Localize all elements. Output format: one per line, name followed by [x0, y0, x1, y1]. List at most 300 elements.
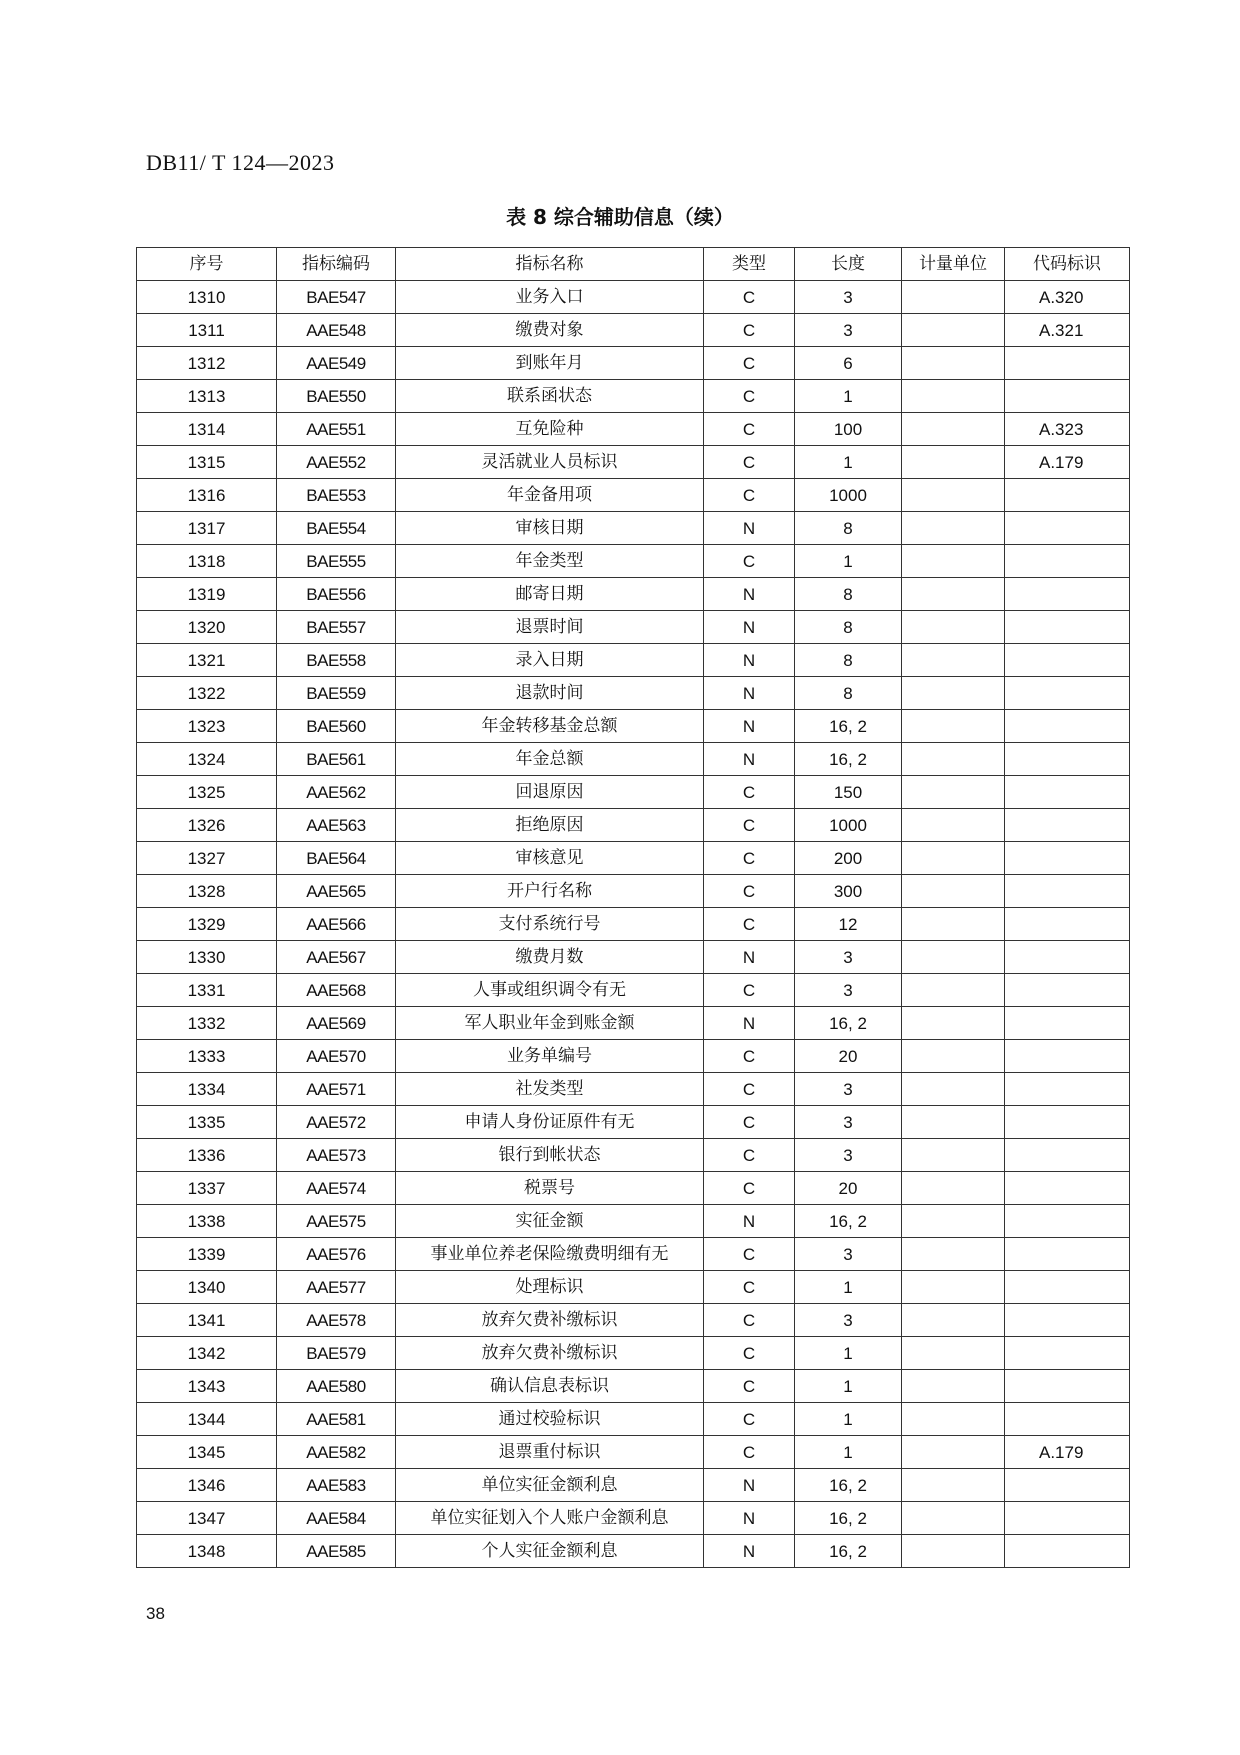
type-cell: C [704, 1238, 795, 1271]
indicator-code-cell: AAE572 [277, 1106, 396, 1139]
type-cell: C [704, 1271, 795, 1304]
type-cell: N [704, 1007, 795, 1040]
code-tag-cell [1005, 644, 1130, 677]
row-number-cell: 1330 [137, 941, 277, 974]
code-tag-cell: A.323 [1005, 413, 1130, 446]
table-row [137, 1337, 1130, 1370]
code-tag-cell [1005, 809, 1130, 842]
indicator-name-cell: 退票重付标识 [396, 1436, 704, 1469]
indicator-name-cell: 审核日期 [396, 512, 704, 545]
code-tag-cell [1005, 1403, 1130, 1436]
column-header: 类型 [704, 248, 795, 281]
unit-cell [902, 479, 1005, 512]
length-cell: 8 [795, 644, 902, 677]
length-cell: 3 [795, 1304, 902, 1337]
table-row [137, 1172, 1130, 1205]
length-cell: 3 [795, 941, 902, 974]
table-row [137, 347, 1130, 380]
indicator-code-cell: BAE555 [277, 545, 396, 578]
length-cell: 1 [795, 1337, 902, 1370]
indicator-name-cell: 回退原因 [396, 776, 704, 809]
indicator-code-cell: AAE549 [277, 347, 396, 380]
type-cell: N [704, 611, 795, 644]
indicator-name-cell: 审核意见 [396, 842, 704, 875]
row-number-cell: 1340 [137, 1271, 277, 1304]
type-cell: N [704, 1469, 795, 1502]
code-tag-cell [1005, 1304, 1130, 1337]
table-row [137, 380, 1130, 413]
indicator-code-cell: BAE559 [277, 677, 396, 710]
row-number-cell: 1339 [137, 1238, 277, 1271]
unit-cell [902, 1502, 1005, 1535]
table-row [137, 1436, 1130, 1469]
code-tag-cell [1005, 1172, 1130, 1205]
indicator-name-cell: 灵活就业人员标识 [396, 446, 704, 479]
indicator-name-cell: 银行到帐状态 [396, 1139, 704, 1172]
code-tag-cell [1005, 1139, 1130, 1172]
table-row [137, 1139, 1130, 1172]
table-row [137, 1238, 1130, 1271]
indicator-name-cell: 年金总额 [396, 743, 704, 776]
type-cell: C [704, 1040, 795, 1073]
table-header-row [137, 248, 1130, 281]
length-cell: 3 [795, 1238, 902, 1271]
code-tag-cell [1005, 974, 1130, 1007]
row-number-cell: 1324 [137, 743, 277, 776]
row-number-cell: 1326 [137, 809, 277, 842]
row-number-cell: 1312 [137, 347, 277, 380]
indicator-code-cell: BAE553 [277, 479, 396, 512]
unit-cell [902, 908, 1005, 941]
indicator-name-cell: 业务入口 [396, 281, 704, 314]
indicator-code-cell: BAE556 [277, 578, 396, 611]
table-row [137, 644, 1130, 677]
table-row [137, 1007, 1130, 1040]
row-number-cell: 1342 [137, 1337, 277, 1370]
length-cell: 16, 2 [795, 1502, 902, 1535]
unit-cell [902, 611, 1005, 644]
unit-cell [902, 1469, 1005, 1502]
table-row [137, 809, 1130, 842]
code-tag-cell [1005, 1106, 1130, 1139]
row-number-cell: 1318 [137, 545, 277, 578]
indicator-name-cell: 录入日期 [396, 644, 704, 677]
indicator-name-cell: 缴费月数 [396, 941, 704, 974]
unit-cell [902, 1370, 1005, 1403]
type-cell: N [704, 1502, 795, 1535]
indicator-code-cell: AAE548 [277, 314, 396, 347]
length-cell: 3 [795, 1106, 902, 1139]
row-number-cell: 1313 [137, 380, 277, 413]
unit-cell [902, 1403, 1005, 1436]
code-tag-cell [1005, 776, 1130, 809]
table-row [137, 1073, 1130, 1106]
table-row [137, 1304, 1130, 1337]
length-cell: 8 [795, 611, 902, 644]
type-cell: C [704, 1073, 795, 1106]
table-body [137, 281, 1130, 1568]
row-number-cell: 1346 [137, 1469, 277, 1502]
indicator-name-cell: 年金类型 [396, 545, 704, 578]
unit-cell [902, 446, 1005, 479]
row-number-cell: 1319 [137, 578, 277, 611]
table-row [137, 974, 1130, 1007]
document-code: DB11/ T 124—2023 [146, 150, 335, 175]
indicator-code-cell: AAE578 [277, 1304, 396, 1337]
indicator-code-cell: AAE551 [277, 413, 396, 446]
code-tag-cell [1005, 677, 1130, 710]
length-cell: 16, 2 [795, 1205, 902, 1238]
type-cell: C [704, 446, 795, 479]
code-tag-cell [1005, 1535, 1130, 1568]
unit-cell [902, 644, 1005, 677]
page-number: 38 [146, 1604, 165, 1623]
indicator-name-cell: 拒绝原因 [396, 809, 704, 842]
indicator-name-cell: 支付系统行号 [396, 908, 704, 941]
column-header: 代码标识 [1005, 248, 1130, 281]
row-number-cell: 1321 [137, 644, 277, 677]
row-number-cell: 1345 [137, 1436, 277, 1469]
row-number-cell: 1347 [137, 1502, 277, 1535]
indicator-code-cell: AAE576 [277, 1238, 396, 1271]
table-row [137, 1106, 1130, 1139]
code-tag-cell: A.179 [1005, 1436, 1130, 1469]
type-cell: C [704, 908, 795, 941]
row-number-cell: 1320 [137, 611, 277, 644]
column-header: 指标编码 [277, 248, 396, 281]
unit-cell [902, 347, 1005, 380]
indicator-name-cell: 放弃欠费补缴标识 [396, 1304, 704, 1337]
type-cell: N [704, 512, 795, 545]
type-cell: C [704, 479, 795, 512]
row-number-cell: 1325 [137, 776, 277, 809]
code-tag-cell [1005, 875, 1130, 908]
unit-cell [902, 1007, 1005, 1040]
unit-cell [902, 677, 1005, 710]
length-cell: 3 [795, 1139, 902, 1172]
indicator-name-cell: 个人实征金额利息 [396, 1535, 704, 1568]
table-row [137, 413, 1130, 446]
type-cell: N [704, 710, 795, 743]
indicator-code-cell: AAE552 [277, 446, 396, 479]
unit-cell [902, 1535, 1005, 1568]
code-tag-cell [1005, 512, 1130, 545]
unit-cell [902, 1106, 1005, 1139]
indicator-name-cell: 年金转移基金总额 [396, 710, 704, 743]
code-tag-cell [1005, 380, 1130, 413]
length-cell: 6 [795, 347, 902, 380]
type-cell: N [704, 941, 795, 974]
row-number-cell: 1310 [137, 281, 277, 314]
indicator-name-cell: 互免险种 [396, 413, 704, 446]
length-cell: 1 [795, 446, 902, 479]
table-title: 表 8 综合辅助信息（续） [506, 205, 734, 229]
indicator-code-cell: AAE575 [277, 1205, 396, 1238]
unit-cell [902, 1040, 1005, 1073]
indicator-name-cell: 申请人身份证原件有无 [396, 1106, 704, 1139]
indicator-code-cell: AAE569 [277, 1007, 396, 1040]
length-cell: 1 [795, 1370, 902, 1403]
code-tag-cell [1005, 1238, 1130, 1271]
unit-cell [902, 809, 1005, 842]
indicator-name-cell: 退票时间 [396, 611, 704, 644]
length-cell: 12 [795, 908, 902, 941]
code-tag-cell [1005, 545, 1130, 578]
type-cell: C [704, 776, 795, 809]
code-tag-cell [1005, 941, 1130, 974]
indicator-name-cell: 开户行名称 [396, 875, 704, 908]
indicator-code-cell: AAE565 [277, 875, 396, 908]
unit-cell [902, 545, 1005, 578]
indicator-name-cell: 军人职业年金到账金额 [396, 1007, 704, 1040]
length-cell: 200 [795, 842, 902, 875]
unit-cell [902, 1238, 1005, 1271]
length-cell: 16, 2 [795, 1007, 902, 1040]
column-header: 计量单位 [902, 248, 1005, 281]
table-row [137, 743, 1130, 776]
code-tag-cell [1005, 1337, 1130, 1370]
indicator-name-cell: 事业单位养老保险缴费明细有无 [396, 1238, 704, 1271]
indicator-name-cell: 通过校验标识 [396, 1403, 704, 1436]
type-cell: N [704, 1205, 795, 1238]
row-number-cell: 1337 [137, 1172, 277, 1205]
length-cell: 1000 [795, 809, 902, 842]
unit-cell [902, 776, 1005, 809]
row-number-cell: 1332 [137, 1007, 277, 1040]
row-number-cell: 1335 [137, 1106, 277, 1139]
table-row [137, 512, 1130, 545]
table-row [137, 941, 1130, 974]
indicator-name-cell: 到账年月 [396, 347, 704, 380]
type-cell: N [704, 677, 795, 710]
length-cell: 16, 2 [795, 1469, 902, 1502]
code-tag-cell [1005, 1073, 1130, 1106]
indicator-code-cell: BAE561 [277, 743, 396, 776]
table-row [137, 611, 1130, 644]
code-tag-cell [1005, 743, 1130, 776]
length-cell: 1 [795, 380, 902, 413]
length-cell: 16, 2 [795, 743, 902, 776]
code-tag-cell [1005, 1040, 1130, 1073]
type-cell: C [704, 281, 795, 314]
unit-cell [902, 1205, 1005, 1238]
indicator-code-cell: AAE562 [277, 776, 396, 809]
indicator-name-cell: 放弃欠费补缴标识 [396, 1337, 704, 1370]
indicator-code-cell: AAE583 [277, 1469, 396, 1502]
table-row [137, 842, 1130, 875]
table-row [137, 1040, 1130, 1073]
length-cell: 3 [795, 314, 902, 347]
row-number-cell: 1329 [137, 908, 277, 941]
table-row [137, 1502, 1130, 1535]
code-tag-cell [1005, 1205, 1130, 1238]
row-number-cell: 1327 [137, 842, 277, 875]
type-cell: C [704, 545, 795, 578]
length-cell: 1 [795, 1271, 902, 1304]
type-cell: C [704, 1139, 795, 1172]
unit-cell [902, 413, 1005, 446]
type-cell: C [704, 1304, 795, 1337]
table-row [137, 710, 1130, 743]
row-number-cell: 1336 [137, 1139, 277, 1172]
length-cell: 150 [795, 776, 902, 809]
indicator-code-cell: BAE564 [277, 842, 396, 875]
type-cell: C [704, 1403, 795, 1436]
length-cell: 1 [795, 1403, 902, 1436]
row-number-cell: 1322 [137, 677, 277, 710]
indicator-code-cell: AAE571 [277, 1073, 396, 1106]
row-number-cell: 1314 [137, 413, 277, 446]
table-row [137, 479, 1130, 512]
column-header: 指标名称 [396, 248, 704, 281]
length-cell: 16, 2 [795, 1535, 902, 1568]
table-row [137, 875, 1130, 908]
type-cell: C [704, 1106, 795, 1139]
type-cell: C [704, 413, 795, 446]
data-table [136, 247, 1130, 1568]
indicator-name-cell: 业务单编号 [396, 1040, 704, 1073]
code-tag-cell [1005, 578, 1130, 611]
length-cell: 3 [795, 281, 902, 314]
table-row [137, 908, 1130, 941]
code-tag-cell: A.321 [1005, 314, 1130, 347]
unit-cell [902, 941, 1005, 974]
unit-cell [902, 1139, 1005, 1172]
indicator-name-cell: 联系函状态 [396, 380, 704, 413]
row-number-cell: 1316 [137, 479, 277, 512]
indicator-code-cell: AAE580 [277, 1370, 396, 1403]
indicator-name-cell: 人事或组织调令有无 [396, 974, 704, 1007]
code-tag-cell [1005, 842, 1130, 875]
indicator-name-cell: 实征金额 [396, 1205, 704, 1238]
unit-cell [902, 1337, 1005, 1370]
type-cell: C [704, 875, 795, 908]
row-number-cell: 1341 [137, 1304, 277, 1337]
code-tag-cell [1005, 1007, 1130, 1040]
code-tag-cell [1005, 1370, 1130, 1403]
unit-cell [902, 875, 1005, 908]
unit-cell [902, 380, 1005, 413]
unit-cell [902, 1436, 1005, 1469]
indicator-code-cell: AAE563 [277, 809, 396, 842]
indicator-code-cell: AAE584 [277, 1502, 396, 1535]
indicator-name-cell: 处理标识 [396, 1271, 704, 1304]
type-cell: C [704, 974, 795, 1007]
code-tag-cell [1005, 347, 1130, 380]
row-number-cell: 1343 [137, 1370, 277, 1403]
row-number-cell: 1315 [137, 446, 277, 479]
length-cell: 3 [795, 974, 902, 1007]
unit-cell [902, 1304, 1005, 1337]
unit-cell [902, 578, 1005, 611]
type-cell: C [704, 809, 795, 842]
type-cell: C [704, 380, 795, 413]
length-cell: 16, 2 [795, 710, 902, 743]
type-cell: C [704, 347, 795, 380]
table-row [137, 1205, 1130, 1238]
type-cell: N [704, 578, 795, 611]
table-row [137, 314, 1130, 347]
code-tag-cell [1005, 611, 1130, 644]
row-number-cell: 1344 [137, 1403, 277, 1436]
length-cell: 300 [795, 875, 902, 908]
code-tag-cell [1005, 479, 1130, 512]
indicator-code-cell: BAE554 [277, 512, 396, 545]
length-cell: 20 [795, 1172, 902, 1205]
type-cell: C [704, 314, 795, 347]
indicator-code-cell: BAE560 [277, 710, 396, 743]
table-row [137, 1469, 1130, 1502]
indicator-code-cell: BAE547 [277, 281, 396, 314]
indicator-code-cell: AAE582 [277, 1436, 396, 1469]
row-number-cell: 1317 [137, 512, 277, 545]
table-row [137, 677, 1130, 710]
row-number-cell: 1333 [137, 1040, 277, 1073]
table-row [137, 1271, 1130, 1304]
indicator-code-cell: AAE568 [277, 974, 396, 1007]
indicator-name-cell: 缴费对象 [396, 314, 704, 347]
unit-cell [902, 1073, 1005, 1106]
length-cell: 1 [795, 1436, 902, 1469]
unit-cell [902, 314, 1005, 347]
length-cell: 1000 [795, 479, 902, 512]
unit-cell [902, 1172, 1005, 1205]
length-cell: 100 [795, 413, 902, 446]
indicator-code-cell: BAE579 [277, 1337, 396, 1370]
row-number-cell: 1348 [137, 1535, 277, 1568]
indicator-code-cell: AAE570 [277, 1040, 396, 1073]
type-cell: C [704, 1370, 795, 1403]
code-tag-cell [1005, 1502, 1130, 1535]
row-number-cell: 1323 [137, 710, 277, 743]
type-cell: N [704, 743, 795, 776]
type-cell: C [704, 1172, 795, 1205]
row-number-cell: 1328 [137, 875, 277, 908]
code-tag-cell [1005, 908, 1130, 941]
column-header: 序号 [137, 248, 277, 281]
length-cell: 1 [795, 545, 902, 578]
table-row [137, 545, 1130, 578]
indicator-code-cell: AAE574 [277, 1172, 396, 1205]
row-number-cell: 1331 [137, 974, 277, 1007]
code-tag-cell [1005, 1469, 1130, 1502]
indicator-code-cell: AAE567 [277, 941, 396, 974]
code-tag-cell [1005, 1271, 1130, 1304]
unit-cell [902, 842, 1005, 875]
table-row [137, 776, 1130, 809]
length-cell: 20 [795, 1040, 902, 1073]
code-tag-cell: A.320 [1005, 281, 1130, 314]
table-row [137, 1535, 1130, 1568]
table-row [137, 578, 1130, 611]
unit-cell [902, 710, 1005, 743]
indicator-code-cell: BAE557 [277, 611, 396, 644]
indicator-name-cell: 税票号 [396, 1172, 704, 1205]
table-row [137, 446, 1130, 479]
code-tag-cell: A.179 [1005, 446, 1130, 479]
indicator-name-cell: 确认信息表标识 [396, 1370, 704, 1403]
table-row [137, 1403, 1130, 1436]
indicator-name-cell: 单位实征金额利息 [396, 1469, 704, 1502]
indicator-name-cell: 年金备用项 [396, 479, 704, 512]
unit-cell [902, 281, 1005, 314]
indicator-code-cell: AAE566 [277, 908, 396, 941]
indicator-name-cell: 邮寄日期 [396, 578, 704, 611]
row-number-cell: 1334 [137, 1073, 277, 1106]
unit-cell [902, 743, 1005, 776]
indicator-code-cell: BAE558 [277, 644, 396, 677]
unit-cell [902, 974, 1005, 1007]
